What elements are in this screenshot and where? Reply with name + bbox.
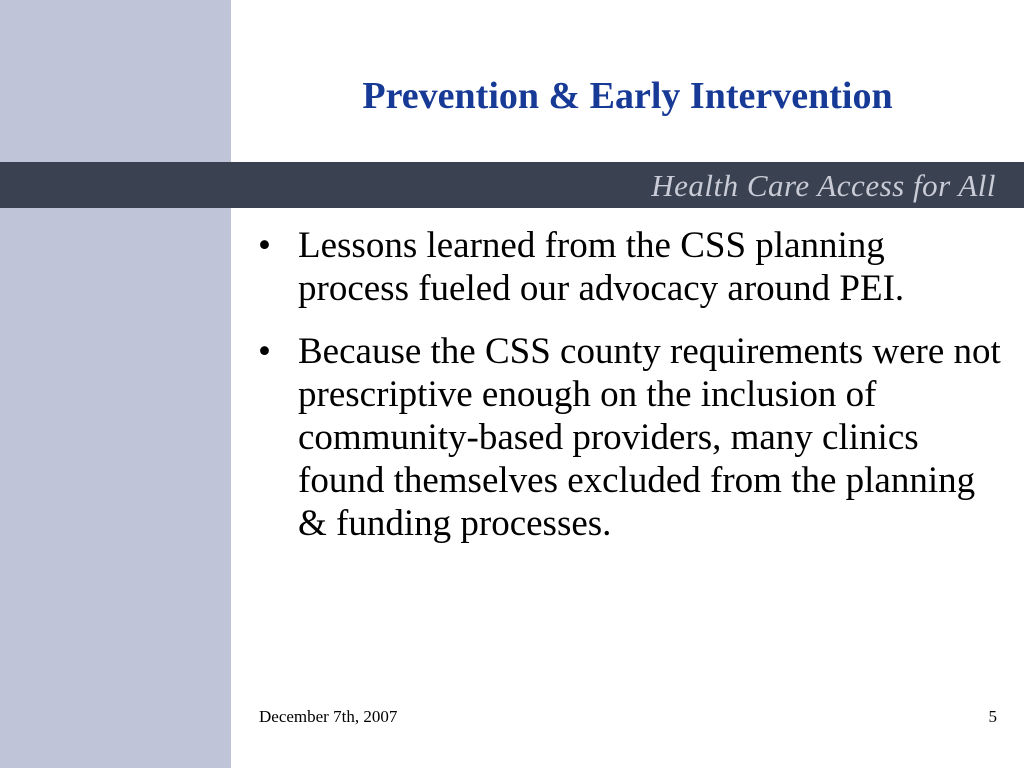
bullet-list	[258, 224, 1003, 565]
header-banner	[0, 162, 1024, 208]
footer-date: December 7th, 2007	[259, 707, 398, 726]
left-sidebar-panel	[0, 0, 231, 768]
bullet-item	[258, 224, 1003, 310]
banner-tagline: Health Care Access for All	[651, 168, 996, 203]
bullet-text: Because the CSS county requirements were not prescriptive enough on the inclusion of community-based providers, many clinics found themselves excluded from the planning & funding processes.	[298, 331, 1001, 544]
bullet-dot-icon: •	[258, 331, 271, 372]
slide-title: Prevention & Early Intervention	[362, 75, 893, 117]
bullet-dot-icon: •	[258, 225, 271, 266]
bullet-item	[258, 330, 1003, 545]
page-number: 5	[988, 707, 997, 726]
bullet-text: Lessons learned from the CSS planning process fueled our advocacy around PEI.	[298, 225, 905, 309]
